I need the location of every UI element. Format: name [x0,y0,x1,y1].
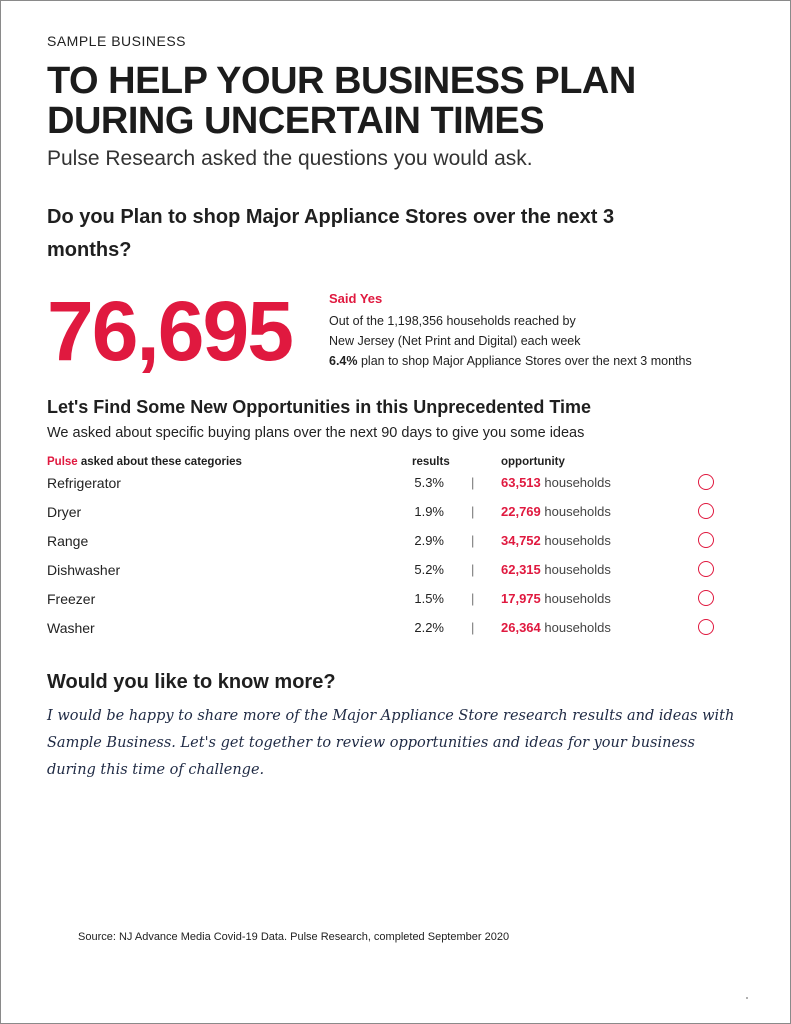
row-result: 2.2% [414,620,444,635]
row-category: Dishwasher [47,562,121,578]
row-separator: | [471,475,475,490]
row-separator: | [471,591,475,606]
row-separator: | [471,533,475,548]
row-opportunity [501,562,611,577]
survey-question [47,201,687,267]
row-household-unit: households [540,591,611,606]
row-category: Dryer [47,504,82,520]
row-category: Freezer [47,591,96,607]
row-household-count: 17,975 [501,591,541,606]
headline-line-2: DURING UNCERTAIN TIMES [47,100,545,142]
row-separator: | [471,562,475,577]
table-row [1,504,790,533]
column-header-category [47,456,242,468]
table-row [1,475,790,504]
row-opportunity [501,533,611,548]
row-opportunity [501,591,611,606]
select-circle[interactable] [698,561,714,577]
table-row [1,591,790,620]
select-circle[interactable] [698,474,714,490]
subheadline: Pulse Research asked the questions you would ask. [47,147,533,170]
row-category: Range [47,533,89,549]
row-opportunity [501,475,611,490]
stat-detail-line-1: Out of the 1,198,356 households reached by [329,314,576,328]
headline-line-1: TO HELP YOUR BUSINESS PLAN [47,60,636,102]
row-result: 2.9% [414,533,444,548]
select-circle[interactable] [698,590,714,606]
question-line-1: Do you Plan to shop Major Appliance Stores over the next 3 [47,206,615,228]
stat-detail-line-2: New Jersey (Net Print and Digital) each week [329,334,581,348]
select-circle[interactable] [698,619,714,635]
stat-label: Said Yes [329,291,383,306]
header-category-text: asked about these categories [77,456,242,468]
header-pulse-word: Pulse [47,456,78,468]
table-row [1,562,790,591]
row-result: 1.5% [414,591,444,606]
stat-detail-line-3-text: plan to shop Major Appliance Stores over the next 3 months [357,354,692,368]
row-result: 5.3% [414,475,444,490]
stat-percent: 6.4% [329,354,358,368]
row-opportunity [501,504,611,519]
row-category: Washer [47,620,95,636]
row-category: Refrigerator [47,475,121,491]
opportunities-title: Let's Find Some New Opportunities in this Unprecedented Time [47,397,592,417]
stat-detail-line-3 [329,354,692,368]
select-circle[interactable] [698,532,714,548]
business-label: SAMPLE BUSINESS [47,33,186,49]
row-separator: | [471,504,475,519]
select-circle[interactable] [698,503,714,519]
question-line-2: months? [47,239,132,261]
page-dot [746,997,748,999]
row-household-count: 26,364 [501,620,541,635]
source-footnote: Source: NJ Advance Media Covid-19 Data. Pulse Research, completed September 2020 [78,931,510,943]
table-row [1,533,790,562]
know-more-body: I would be happy to share more of the Major Appliance Store research results and ideas with Sample Business. Let's get together to review opportunities and ideas for your business during this time of challenge. [47,708,735,778]
row-result: 5.2% [414,562,444,577]
row-household-unit: households [540,475,611,490]
headline-stat-number: 76,695 [47,284,292,378]
row-household-unit: households [540,533,611,548]
row-household-unit: households [540,562,611,577]
row-separator: | [471,620,475,635]
table-row [1,620,790,649]
column-header-opportunity: opportunity [501,456,565,468]
opportunities-subtitle: We asked about specific buying plans over the next 90 days to give you some ideas [47,425,585,441]
row-household-unit: households [540,504,611,519]
row-household-unit: households [540,620,611,635]
column-header-results: results [412,456,450,468]
row-household-count: 34,752 [501,533,541,548]
row-result: 1.9% [414,504,444,519]
row-household-count: 62,315 [501,562,541,577]
row-household-count: 22,769 [501,504,541,519]
row-opportunity [501,620,611,635]
row-household-count: 63,513 [501,475,541,490]
know-more-title: Would you like to know more? [47,671,336,693]
page-title [47,61,747,141]
